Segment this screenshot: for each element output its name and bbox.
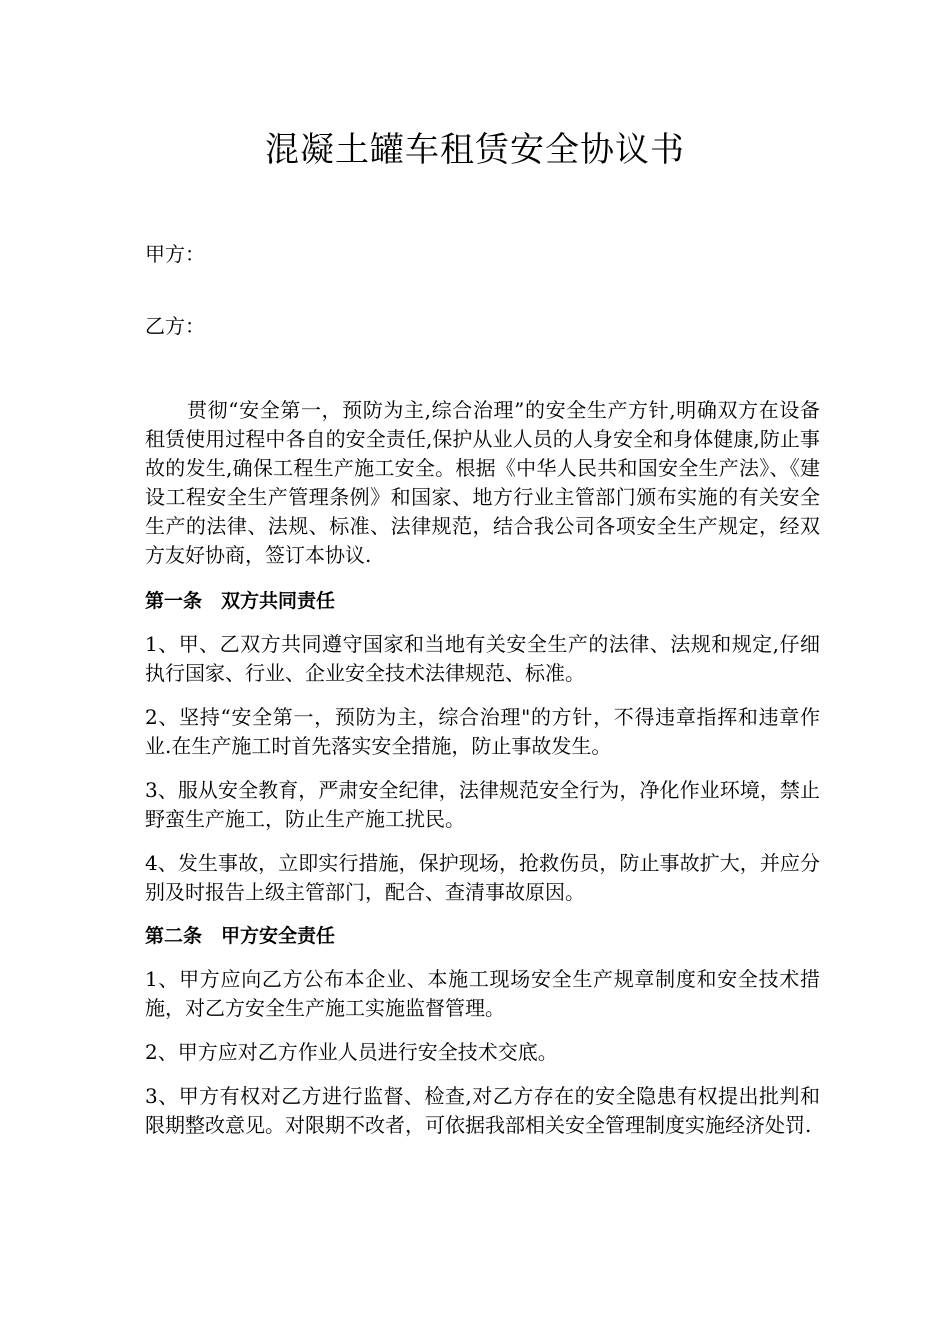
document-body [145,396,820,1155]
section-heading-1: 第一条 双方共同责任 [145,590,336,612]
intro-paragraph: 贯彻“安全第一，预防为主,综合治理”的安全生产方针,明确双方在设备租赁使用过程中各自的安全责任,保护从业人员的人身安全和身体健康,防止事故的发生,确保工程生产施工安全。根据《中华人民共和国安全生产法》、《建设工程安全生产管理条例》和国家、地方行业主管部门颁布实施的有关安全生产的法律、法规、标准、法律规范，结合我公司各项安全生产规定，经双方友好协商，签订本协议. [145,398,820,567]
section-1-item-2: 2、坚持“安全第一，预防为主，综合治理"的方针，不得违章指挥和违章作业.在生产施工时首先落实安全措施，防止事故发生。 [145,705,820,758]
section-1-item-1: 1、甲、乙双方共同遵守国家和当地有关安全生产的法律、法规和规定,仔细执行国家、行业、企业安全技术法律规范、标准。 [145,632,820,685]
section-1-item-4: 4、发生事故，立即实行措施，保护现场，抢救伤员，防止事故扩大，并应分别及时报告上级主管部门，配合、查清事故原因。 [145,851,820,904]
party-b-label: 乙方： [145,314,205,338]
section-1-item-3: 3、服从安全教育，严肃安全纪律，法律规范安全行为，净化作业环境，禁止野蛮生产施工，防止生产施工扰民。 [145,778,820,831]
document-title: 混凝土罐车租赁安全协议书 [265,130,685,170]
section-2-item-1: 1、甲方应向乙方公布本企业、本施工现场安全生产规章制度和安全技术措施，对乙方安全生产施工实施监督管理。 [145,967,820,1020]
section-heading-2: 第二条 甲方安全责任 [145,925,336,947]
section-2-item-3: 3、甲方有权对乙方进行监督、检查,对乙方存在的安全隐患有权提出批判和限期整改意见。对限期不改者，可依据我部相关安全管理制度实施经济处罚. [145,1084,820,1137]
section-2-item-2: 2、甲方应对乙方作业人员进行安全技术交底。 [145,1040,558,1064]
party-a-label: 甲方： [145,242,205,266]
